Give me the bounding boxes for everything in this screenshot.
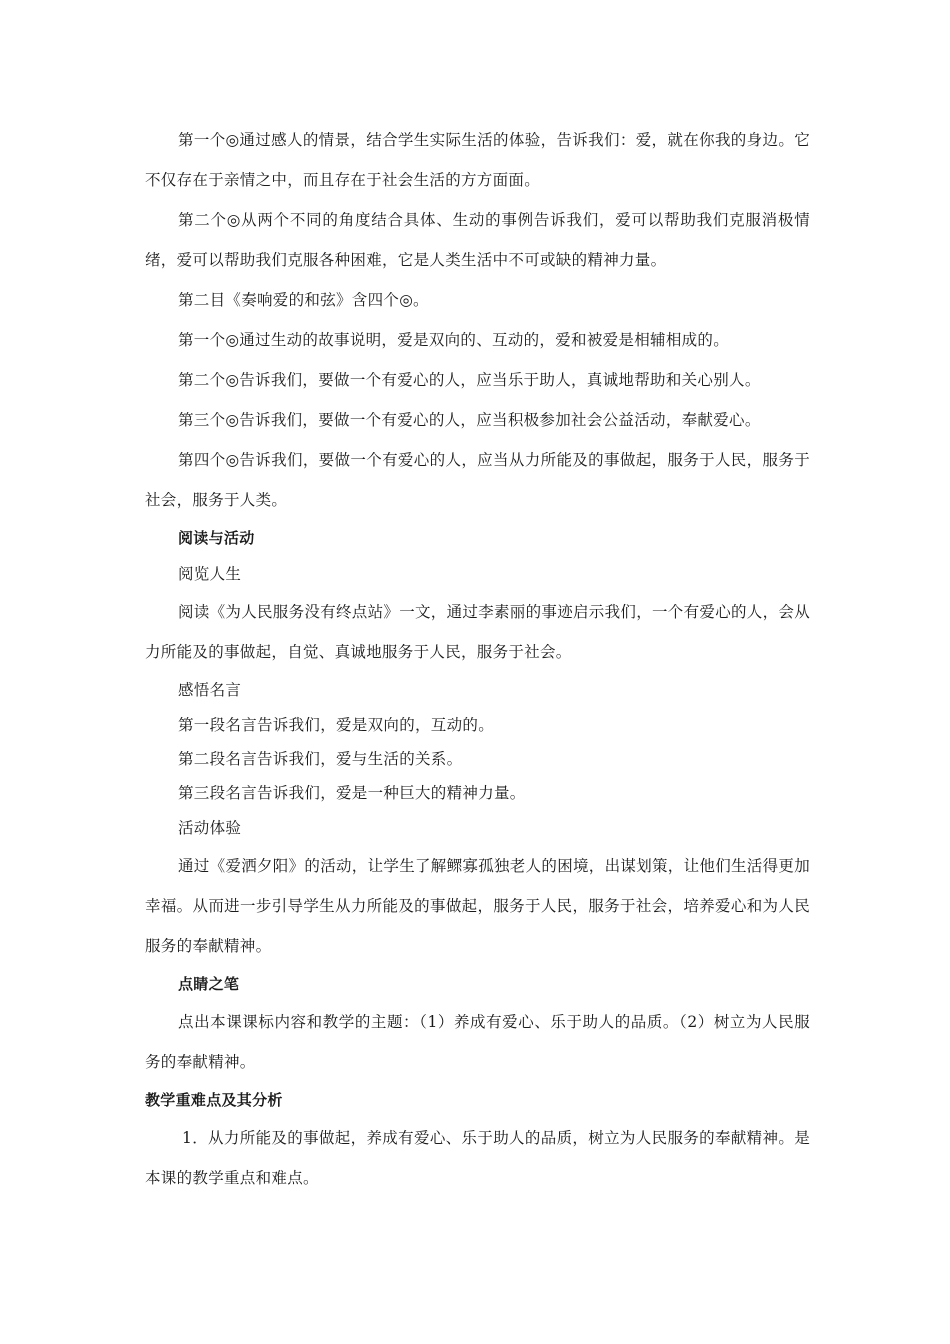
paragraph-dianjing: 点出本课课标内容和教学的主题：（1）养成有爱心、乐于助人的品质。（2）树立为人民服务的奉献精神。 [145, 1013, 810, 1071]
subheading-huodong: 活动体验 [178, 819, 242, 837]
heading-reading-activity: 阅读与活动 [178, 529, 255, 547]
paragraph-first-circle: 第一个◎通过感人的情景，结合学生实际生活的体验，告诉我们：爱，就在你我的身边。它不仅存在于亲情之中，而且存在于社会生活的方方面面。 [145, 131, 810, 189]
quote-line-3: 第三段名言告诉我们，爱是一种巨大的精神力量。 [178, 784, 526, 802]
paragraph-section2-second: 第二个◎告诉我们，要做一个有爱心的人，应当乐于助人，真诚地帮助和关心别人。 [178, 371, 761, 389]
heading-dianjing: 点睛之笔 [178, 975, 240, 993]
paragraph-second-circle: 第二个◎从两个不同的角度结合具体、生动的事例告诉我们，爱可以帮助我们克服消极情绪，爱可以帮助我们克服各种困难，它是人类生活中不可或缺的精神力量。 [145, 211, 810, 269]
heading-key-difficult-points: 教学重难点及其分析 [145, 1091, 283, 1109]
quote-line-1: 第一段名言告诉我们，爱是双向的，互动的。 [178, 716, 495, 734]
subheading-ganwu: 感悟名言 [178, 681, 242, 699]
paragraph-reading: 阅读《为人民服务没有终点站》一文，通过李素丽的事迹启示我们，一个有爱心的人，会从力所能及的事做起，自觉、真诚地服务于人民，服务于社会。 [145, 603, 811, 661]
subheading-yuelan: 阅览人生 [178, 565, 242, 583]
paragraph-section2-fourth: 第四个◎告诉我们，要做一个有爱心的人，应当从力所能及的事做起，服务于人民，服务于社会，服务于人类。 [145, 451, 810, 509]
paragraph-key-point-1: 1．从力所能及的事做起，养成有爱心、乐于助人的品质，树立为人民服务的奉献精神。是本课的教学重点和难点。 [145, 1129, 810, 1187]
paragraph-section2-third: 第三个◎告诉我们，要做一个有爱心的人，应当积极参加社会公益活动，奉献爱心。 [178, 411, 761, 429]
paragraph-activity: 通过《爱洒夕阳》的活动，让学生了解鳏寡孤独老人的困境，出谋划策，让他们生活得更加幸福。从而进一步引导学生从力所能及的事做起，服务于人民，服务于社会，培养爱心和为人民服务的奉献精神。 [145, 857, 811, 955]
quote-line-2: 第二段名言告诉我们，爱与生活的关系。 [178, 750, 463, 768]
paragraph-section2-first: 第一个◎通过生动的故事说明，爱是双向的、互动的，爱和被爱是相辅相成的。 [178, 331, 730, 349]
paragraph-second-section-intro: 第二目《奏响爱的和弦》含四个◎。 [178, 291, 429, 309]
document-body [145, 120, 810, 1198]
